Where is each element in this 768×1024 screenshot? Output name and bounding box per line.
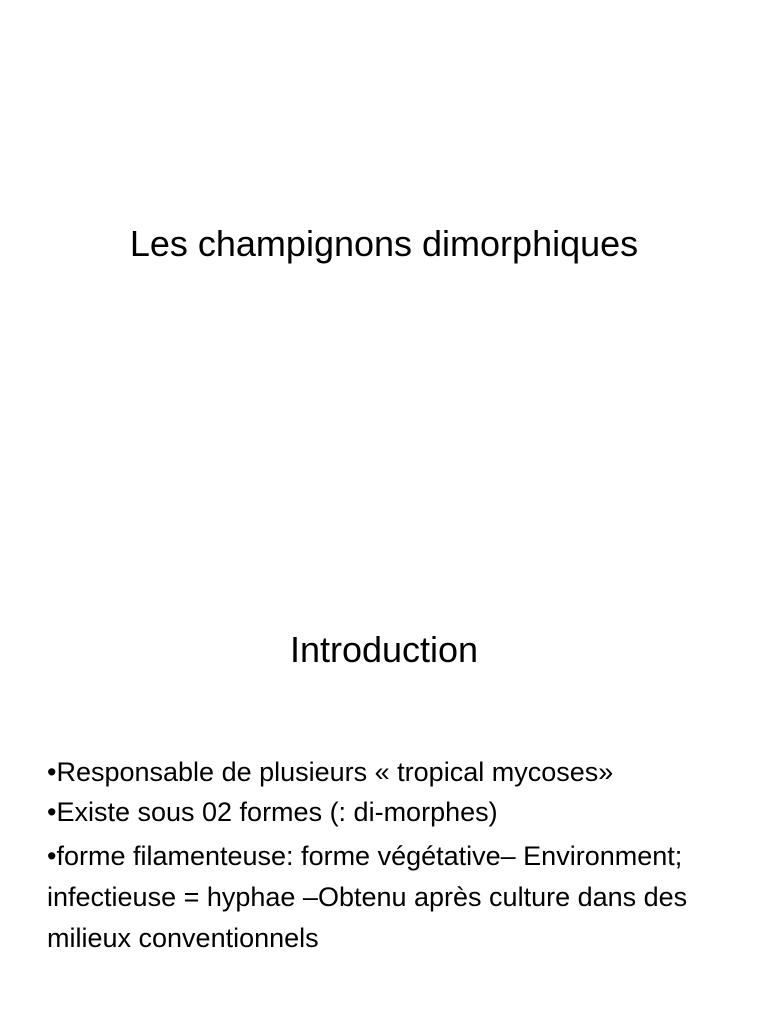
bullet-item: •forme filamenteuse: forme végétative– Environment; infectieuse = hyphae –Obtenu après culture dans des milieux conventionnels bbox=[47, 841, 688, 953]
slide-title: Les champignons dimorphiques bbox=[129, 223, 639, 264]
bullet-item: •Responsable de plusieurs « tropical mycoses» bbox=[47, 757, 614, 787]
slide-introduction bbox=[0, 512, 768, 1024]
bullet-list bbox=[47, 752, 747, 959]
bullet-item: •Existe sous 02 formes (: di-morphes) bbox=[47, 797, 498, 827]
section-heading: Introduction bbox=[289, 629, 479, 670]
